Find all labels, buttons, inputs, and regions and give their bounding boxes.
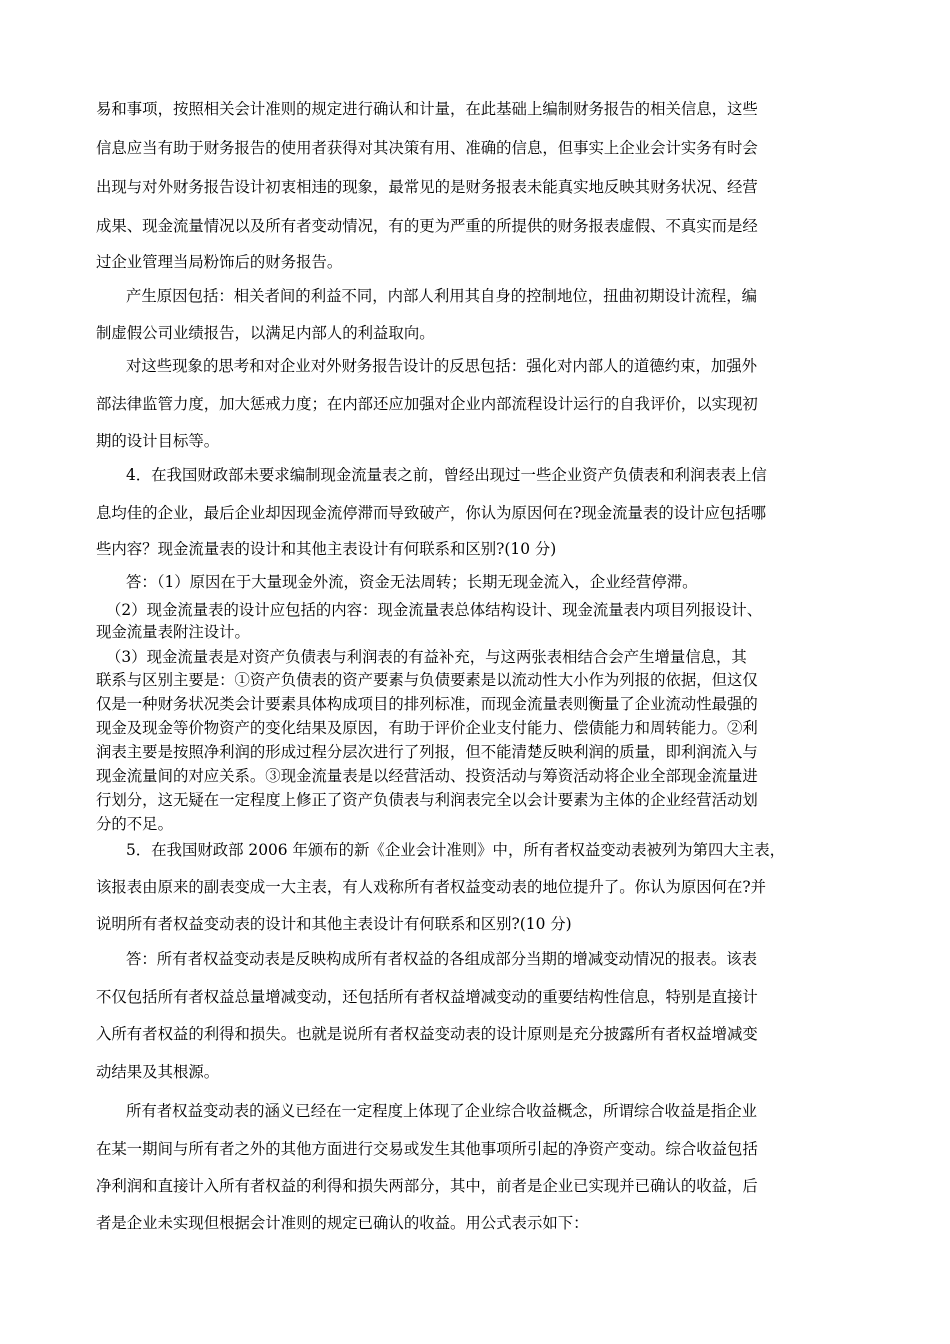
- text-line: 净利润和直接计入所有者权益的利得和损失两部分，其中，前者是企业已实现并已确认的收益，后: [96, 1177, 758, 1195]
- text-line: 现金流量间的对应关系。③现金流量表是以经营活动、投资活动与筹资活动将企业全部现金流量进: [96, 767, 758, 785]
- text-line: 不仅包括所有者权益总量增减变动，还包括所有者权益增减变动的重要结构性信息，特别是直接计: [96, 988, 758, 1006]
- text-line: 部法律监管力度，加大惩戒力度；在内部还应加强对企业内部流程设计运行的自我评价，以实现初: [96, 395, 758, 413]
- text-line: 过企业管理当局粉饰后的财务报告。: [96, 253, 343, 271]
- text-line: 答：（1）原因在于大量现金外流，资金无法周转；长期无现金流入，企业经营停滞。: [126, 573, 698, 591]
- text-line: 成果、现金流量情况以及所有者变动情况，有的更为严重的所提供的财务报表虚假、不真实而是经: [96, 217, 758, 235]
- text-line: 息均佳的企业，最后企业却因现金流停滞而导致破产，你认为原因何在?现金流量表的设计应包括哪: [96, 504, 767, 522]
- text-line: 说明所有者权益变动表的设计和其他主表设计有何联系和区别?(10 分): [96, 915, 572, 933]
- text-line: 4．在我国财政部未要求编制现金流量表之前，曾经出现过一些企业资产负债表和利润表表上信: [126, 466, 767, 484]
- text-line: 制虚假公司业绩报告，以满足内部人的利益取向。: [96, 324, 435, 342]
- text-line: 些内容？现金流量表的设计和其他主表设计有何联系和区别?(10 分): [96, 540, 557, 558]
- text-line: 动结果及其根源。: [96, 1063, 220, 1081]
- text-line: 现金及现金等价物资产的变化结果及原因，有助于评价企业支付能力、偿债能力和周转能力。②利: [96, 719, 758, 737]
- text-line: 对这些现象的思考和对企业对外财务报告设计的反思包括：强化对内部人的道德约束，加强外: [126, 357, 758, 375]
- text-line: 产生原因包括：相关者间的利益不同，内部人利用其自身的控制地位，扭曲初期设计流程，编: [126, 287, 758, 305]
- text-line: 者是企业未实现但根据会计准则的规定已确认的收益。用公式表示如下：: [96, 1214, 589, 1232]
- text-line: 所有者权益变动表的涵义已经在一定程度上体现了企业综合收益概念，所谓综合收益是指企业: [126, 1102, 758, 1120]
- text-line: 5．在我国财政部 2006 年颁布的新《企业会计准则》中，所有者权益变动表被列为第四大主表，: [126, 841, 785, 859]
- text-line: 润表主要是按照净利润的形成过程分层次进行了列报，但不能清楚反映利润的质量，即利润流入与: [96, 743, 758, 761]
- text-line: 行划分，这无疑在一定程度上修正了资产负债表与利润表完全以会计要素为主体的企业经营活动划: [96, 791, 758, 809]
- text-line: 现金流量表附注设计。: [96, 623, 250, 641]
- text-line: 期的设计目标等。: [96, 432, 220, 450]
- text-line: 出现与对外财务报告设计初衷相违的现象，最常见的是财务报表未能真实地反映其财务状况、经营: [96, 178, 758, 196]
- text-line: 仅是一种财务状况类会计要素具体构成项目的排列标准，而现金流量表则衡量了企业流动性最强的: [96, 695, 758, 713]
- text-line: 在某一期间与所有者之外的其他方面进行交易或发生其他事项所引起的净资产变动。综合收益包括: [96, 1140, 758, 1158]
- text-line: 分的不足。: [96, 815, 173, 833]
- text-line: 易和事项，按照相关会计准则的规定进行确认和计量，在此基础上编制财务报告的相关信息，这些: [96, 100, 758, 118]
- text-line: 入所有者权益的利得和损失。也就是说所有者权益变动表的设计原则是充分披露所有者权益增减变: [96, 1025, 758, 1043]
- text-line: 信息应当有助于财务报告的使用者获得对其决策有用、准确的信息，但事实上企业会计实务有时会: [96, 139, 758, 157]
- text-line: 答：所有者权益变动表是反映构成所有者权益的各组成部分当期的增减变动情况的报表。该表: [126, 950, 758, 968]
- text-line: 该报表由原来的副表变成一大主表，有人戏称所有者权益变动表的地位提升了。你认为原因何在?并: [96, 878, 767, 896]
- text-line: （3）现金流量表是对资产负债表与利润表的有益补充，与这两张表相结合会产生增量信息，其: [106, 648, 747, 666]
- text-line: （2）现金流量表的设计应包括的内容：现金流量表总体结构设计、现金流量表内项目列报设计、: [106, 601, 763, 619]
- text-line: 联系与区别主要是：①资产负债表的资产要素与负债要素是以流动性大小作为列报的依据，但这仅: [96, 671, 758, 689]
